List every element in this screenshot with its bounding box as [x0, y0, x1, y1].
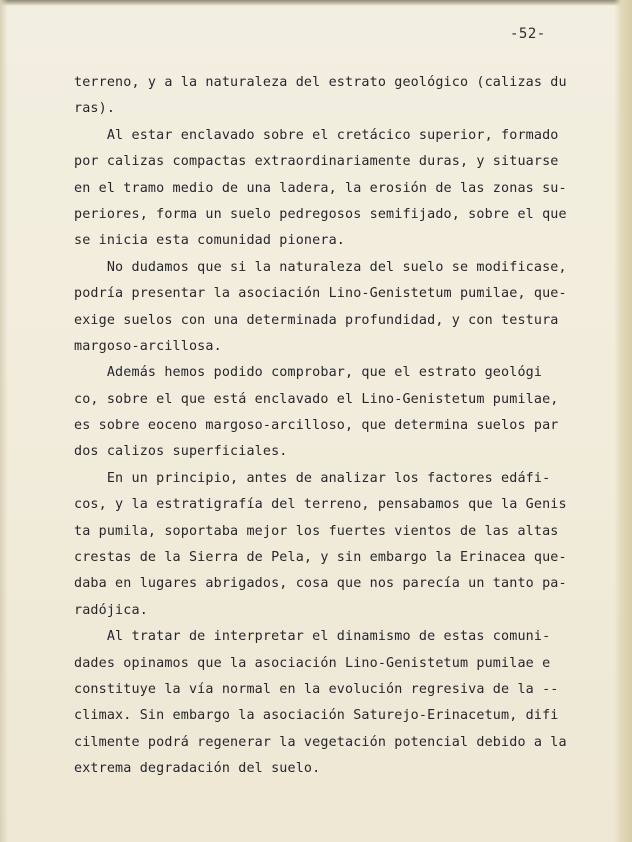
text-line: en el tramo medio de una ladera, la erosión de las zonas su-	[74, 180, 567, 196]
page-left-edge	[0, 0, 8, 842]
body-text	[74, 70, 579, 783]
text-line: exige suelos con una determinada profundidad, y con testura	[74, 312, 559, 328]
text-line: Al estar enclavado sobre el cretácico superior, formado	[74, 127, 559, 143]
text-line: constituye la vía normal en la evolución regresiva de la --	[74, 681, 559, 697]
page-right-edge	[614, 0, 632, 842]
text-line: dos calizos superficiales.	[74, 444, 288, 460]
text-line: Al tratar de interpretar el dinamismo de estas comuni-	[74, 629, 551, 645]
text-line: por calizas compactas extraordinariamente duras, y situarse	[74, 154, 559, 170]
text-line: daba en lugares abrigados, cosa que nos parecía un tanto pa-	[74, 576, 567, 592]
text-line: Además hemos podido comprobar, que el estrato geológi	[74, 365, 543, 381]
text-line: terreno, y a la naturaleza del estrato geológico (calizas du	[74, 75, 567, 90]
text-line: climax. Sin embargo la asociación Saturejo-Erinacetum, difi	[74, 708, 559, 724]
page-number: -52-	[510, 26, 546, 42]
text-line: radójica.	[74, 602, 148, 618]
text-line: ras).	[74, 101, 116, 117]
text-line: co, sobre el que está enclavado el Lino-Genistetum pumilae,	[74, 391, 559, 407]
text-line: dades opinamos que la asociación Lino-Genistetum pumilae e	[74, 655, 551, 671]
text-line: cos, y la estratigrafía del terreno, pensabamos que la Genis	[74, 497, 567, 513]
text-line: ta pumila, soportaba mejor los fuertes vientos de las altas	[74, 523, 559, 539]
text-line: En un principio, antes de analizar los factores edáfi-	[74, 470, 551, 486]
text-line: extrema degradación del suelo.	[74, 761, 321, 777]
page-top-edge	[0, 0, 632, 6]
text-line: periores, forma un suelo pedregosos semifijado, sobre el que	[74, 206, 567, 222]
text-line: No dudamos que si la naturaleza del suelo se modificase,	[74, 259, 567, 275]
text-line: cilmente podrá regenerar la vegetación potencial debido a la	[74, 734, 567, 750]
text-line: es sobre eoceno margoso-arcilloso, que determina suelos par	[74, 418, 559, 434]
text-line: se inicia esta comunidad pionera.	[74, 233, 345, 249]
text-line: podría presentar la asociación Lino-Genistetum pumilae, que-	[74, 286, 567, 302]
text-line: margoso-arcillosa.	[74, 338, 222, 354]
text-line: crestas de la Sierra de Pela, y sin embargo la Erinacea que-	[74, 550, 567, 566]
